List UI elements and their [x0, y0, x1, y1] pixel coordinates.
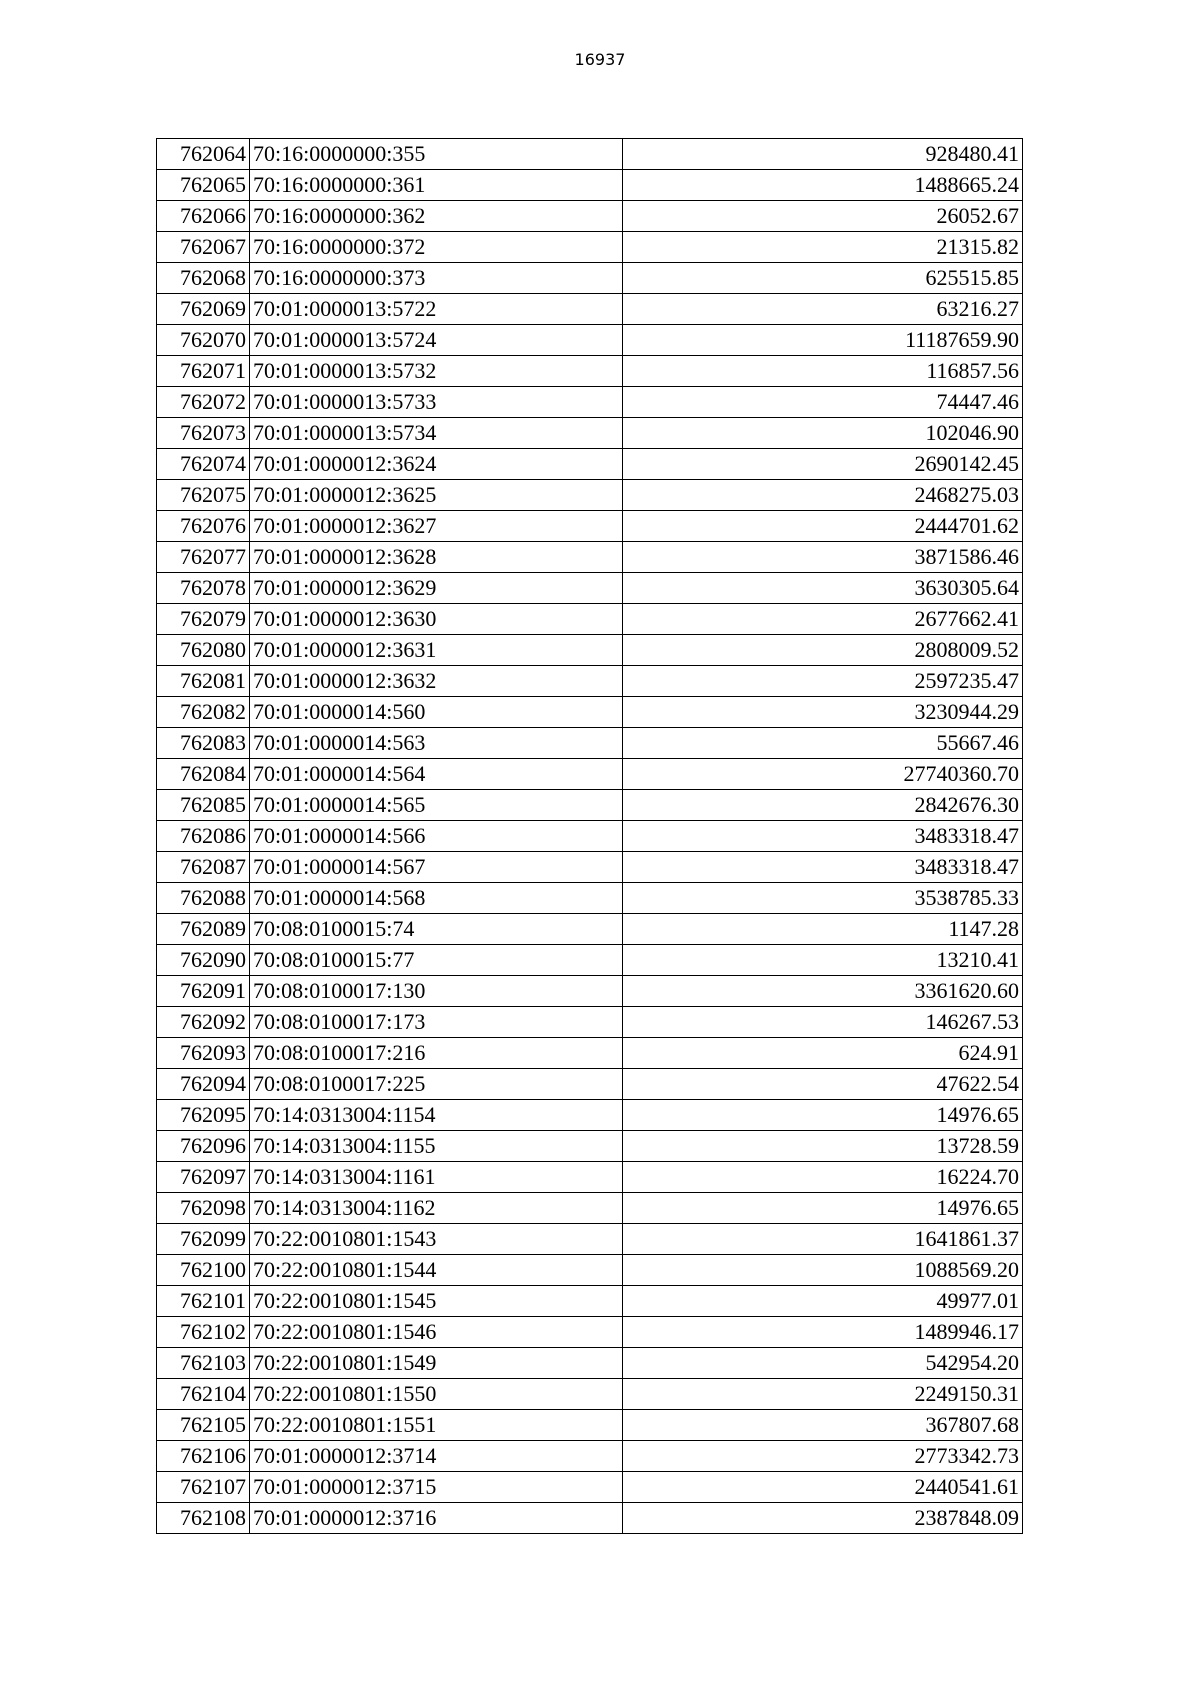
cadastral-value-cell: 1641861.37: [623, 1224, 1023, 1255]
row-number-cell: 762103: [157, 1348, 250, 1379]
row-number-cell: 762098: [157, 1193, 250, 1224]
cadastral-number-cell: 70:01:0000013:5734: [250, 418, 623, 449]
cadastral-number-cell: 70:01:0000013:5733: [250, 387, 623, 418]
table-row: [157, 728, 1023, 759]
row-number-cell: 762072: [157, 387, 250, 418]
cadastral-number-cell: 70:14:0313004:1161: [250, 1162, 623, 1193]
table-row: [157, 976, 1023, 1007]
cadastral-number-cell: 70:22:0010801:1549: [250, 1348, 623, 1379]
table-row: [157, 356, 1023, 387]
cadastral-value-cell: 3483318.47: [623, 852, 1023, 883]
table-row: [157, 883, 1023, 914]
cadastral-value-cell: 2842676.30: [623, 790, 1023, 821]
row-number-cell: 762077: [157, 542, 250, 573]
cadastral-value-cell: 55667.46: [623, 728, 1023, 759]
cadastral-number-cell: 70:01:0000012:3624: [250, 449, 623, 480]
row-number-cell: 762082: [157, 697, 250, 728]
cadastral-number-cell: 70:22:0010801:1550: [250, 1379, 623, 1410]
table-row: [157, 821, 1023, 852]
row-number-cell: 762092: [157, 1007, 250, 1038]
cadastral-value-cell: 1488665.24: [623, 170, 1023, 201]
row-number-cell: 762091: [157, 976, 250, 1007]
cadastral-value-cell: 74447.46: [623, 387, 1023, 418]
cadastral-number-cell: 70:01:0000012:3714: [250, 1441, 623, 1472]
cadastral-number-cell: 70:01:0000014:567: [250, 852, 623, 883]
table-row: [157, 1441, 1023, 1472]
row-number-cell: 762100: [157, 1255, 250, 1286]
cadastral-number-cell: 70:01:0000012:3716: [250, 1503, 623, 1534]
table-row: [157, 604, 1023, 635]
table-row: [157, 1131, 1023, 1162]
cadastral-number-cell: 70:08:0100015:77: [250, 945, 623, 976]
row-number-cell: 762071: [157, 356, 250, 387]
cadastral-number-cell: 70:01:0000012:3628: [250, 542, 623, 573]
row-number-cell: 762080: [157, 635, 250, 666]
cadastral-number-cell: 70:01:0000012:3632: [250, 666, 623, 697]
table-row: [157, 1503, 1023, 1534]
table-row: [157, 573, 1023, 604]
table-row: [157, 790, 1023, 821]
row-number-cell: 762078: [157, 573, 250, 604]
row-number-cell: 762083: [157, 728, 250, 759]
cadastral-number-cell: 70:01:0000014:563: [250, 728, 623, 759]
row-number-cell: 762087: [157, 852, 250, 883]
cadastral-number-cell: 70:01:0000013:5724: [250, 325, 623, 356]
table-row: [157, 1286, 1023, 1317]
table-row: [157, 139, 1023, 170]
table-row: [157, 542, 1023, 573]
cadastral-number-cell: 70:01:0000012:3630: [250, 604, 623, 635]
table-row: [157, 201, 1023, 232]
cadastral-value-cell: 102046.90: [623, 418, 1023, 449]
cadastral-number-cell: 70:22:0010801:1544: [250, 1255, 623, 1286]
cadastral-value-cell: 2387848.09: [623, 1503, 1023, 1534]
cadastral-value-cell: 14976.65: [623, 1193, 1023, 1224]
table-row: [157, 294, 1023, 325]
cadastral-number-cell: 70:22:0010801:1545: [250, 1286, 623, 1317]
row-number-cell: 762104: [157, 1379, 250, 1410]
cadastral-value-cell: 2677662.41: [623, 604, 1023, 635]
cadastral-value-cell: 367807.68: [623, 1410, 1023, 1441]
cadastral-value-cell: 625515.85: [623, 263, 1023, 294]
cadastral-number-cell: 70:22:0010801:1551: [250, 1410, 623, 1441]
cadastral-value-cell: 13728.59: [623, 1131, 1023, 1162]
cadastral-value-cell: 2597235.47: [623, 666, 1023, 697]
row-number-cell: 762065: [157, 170, 250, 201]
table-row: [157, 1255, 1023, 1286]
cadastral-number-cell: 70:01:0000014:560: [250, 697, 623, 728]
cadastral-number-cell: 70:08:0100017:225: [250, 1069, 623, 1100]
cadastral-value-cell: 21315.82: [623, 232, 1023, 263]
cadastral-number-cell: 70:08:0100017:216: [250, 1038, 623, 1069]
table-row: [157, 480, 1023, 511]
row-number-cell: 762095: [157, 1100, 250, 1131]
table-row: [157, 1100, 1023, 1131]
cadastral-number-cell: 70:01:0000014:564: [250, 759, 623, 790]
table-row: [157, 1472, 1023, 1503]
cadastral-value-cell: 2440541.61: [623, 1472, 1023, 1503]
cadastral-number-cell: 70:01:0000012:3629: [250, 573, 623, 604]
cadastral-number-cell: 70:01:0000013:5722: [250, 294, 623, 325]
page-number: 16937: [574, 50, 626, 69]
table-row: [157, 170, 1023, 201]
table-row: [157, 1317, 1023, 1348]
cadastral-number-cell: 70:01:0000012:3631: [250, 635, 623, 666]
cadastral-value-cell: 2773342.73: [623, 1441, 1023, 1472]
table-row: [157, 263, 1023, 294]
row-number-cell: 762070: [157, 325, 250, 356]
row-number-cell: 762074: [157, 449, 250, 480]
row-number-cell: 762064: [157, 139, 250, 170]
cadastral-number-cell: 70:01:0000012:3715: [250, 1472, 623, 1503]
cadastral-number-cell: 70:14:0313004:1154: [250, 1100, 623, 1131]
table-row: [157, 914, 1023, 945]
cadastral-value-cell: 146267.53: [623, 1007, 1023, 1038]
table-row: [157, 449, 1023, 480]
table-row: [157, 1224, 1023, 1255]
cadastral-number-cell: 70:16:0000000:373: [250, 263, 623, 294]
row-number-cell: 762101: [157, 1286, 250, 1317]
table-row: [157, 232, 1023, 263]
cadastral-value-cell: 1147.28: [623, 914, 1023, 945]
table-row: [157, 1007, 1023, 1038]
cadastral-value-cell: 1489946.17: [623, 1317, 1023, 1348]
cadastral-number-cell: 70:01:0000012:3627: [250, 511, 623, 542]
table-row: [157, 697, 1023, 728]
cadastral-value-cell: 2468275.03: [623, 480, 1023, 511]
table-row: [157, 852, 1023, 883]
row-number-cell: 762076: [157, 511, 250, 542]
row-number-cell: 762084: [157, 759, 250, 790]
table-row: [157, 1410, 1023, 1441]
row-number-cell: 762069: [157, 294, 250, 325]
cadastral-number-cell: 70:16:0000000:361: [250, 170, 623, 201]
cadastral-number-cell: 70:16:0000000:362: [250, 201, 623, 232]
row-number-cell: 762094: [157, 1069, 250, 1100]
cadastral-value-cell: 2808009.52: [623, 635, 1023, 666]
table-row: [157, 418, 1023, 449]
table-row: [157, 1069, 1023, 1100]
cadastral-value-cell: 2690142.45: [623, 449, 1023, 480]
cadastral-value-cell: 3538785.33: [623, 883, 1023, 914]
cadastral-value-cell: 624.91: [623, 1038, 1023, 1069]
row-number-cell: 762085: [157, 790, 250, 821]
table-row: [157, 635, 1023, 666]
row-number-cell: 762068: [157, 263, 250, 294]
cadastral-value-cell: 13210.41: [623, 945, 1023, 976]
cadastral-value-cell: 3871586.46: [623, 542, 1023, 573]
cadastral-number-cell: 70:08:0100017:173: [250, 1007, 623, 1038]
cadastral-number-cell: 70:01:0000014:565: [250, 790, 623, 821]
cadastral-value-cell: 928480.41: [623, 139, 1023, 170]
cadastral-number-cell: 70:14:0313004:1155: [250, 1131, 623, 1162]
cadastral-value-cell: 2444701.62: [623, 511, 1023, 542]
row-number-cell: 762106: [157, 1441, 250, 1472]
cadastral-number-cell: 70:01:0000013:5732: [250, 356, 623, 387]
row-number-cell: 762099: [157, 1224, 250, 1255]
cadastral-value-cell: 3630305.64: [623, 573, 1023, 604]
cadastral-number-cell: 70:16:0000000:372: [250, 232, 623, 263]
table-row: [157, 1193, 1023, 1224]
row-number-cell: 762090: [157, 945, 250, 976]
row-number-cell: 762079: [157, 604, 250, 635]
row-number-cell: 762081: [157, 666, 250, 697]
cadastral-value-cell: 49977.01: [623, 1286, 1023, 1317]
row-number-cell: 762096: [157, 1131, 250, 1162]
cadastral-number-cell: 70:14:0313004:1162: [250, 1193, 623, 1224]
cadastral-number-cell: 70:16:0000000:355: [250, 139, 623, 170]
cadastral-number-cell: 70:08:0100017:130: [250, 976, 623, 1007]
cadastral-value-cell: 2249150.31: [623, 1379, 1023, 1410]
cadastral-value-cell: 63216.27: [623, 294, 1023, 325]
table-body: [157, 139, 1023, 1534]
cadastral-number-cell: 70:22:0010801:1546: [250, 1317, 623, 1348]
cadastral-value-cell: 1088569.20: [623, 1255, 1023, 1286]
table-row: [157, 945, 1023, 976]
cadastral-value-cell: 14976.65: [623, 1100, 1023, 1131]
row-number-cell: 762086: [157, 821, 250, 852]
cadastral-number-cell: 70:01:0000012:3625: [250, 480, 623, 511]
cadastral-value-cell: 11187659.90: [623, 325, 1023, 356]
cadastral-value-cell: 3230944.29: [623, 697, 1023, 728]
table-row: [157, 1348, 1023, 1379]
row-number-cell: 762102: [157, 1317, 250, 1348]
table-row: [157, 1162, 1023, 1193]
cadastral-value-cell: 3361620.60: [623, 976, 1023, 1007]
cadastral-number-cell: 70:01:0000014:566: [250, 821, 623, 852]
row-number-cell: 762075: [157, 480, 250, 511]
table-row: [157, 1379, 1023, 1410]
table-row: [157, 511, 1023, 542]
row-number-cell: 762066: [157, 201, 250, 232]
table-row: [157, 666, 1023, 697]
cadastral-value-cell: 16224.70: [623, 1162, 1023, 1193]
row-number-cell: 762108: [157, 1503, 250, 1534]
table-row: [157, 325, 1023, 356]
row-number-cell: 762067: [157, 232, 250, 263]
cadastral-value-cell: 116857.56: [623, 356, 1023, 387]
row-number-cell: 762088: [157, 883, 250, 914]
table-row: [157, 759, 1023, 790]
cadastral-value-cell: 27740360.70: [623, 759, 1023, 790]
table-row: [157, 1038, 1023, 1069]
row-number-cell: 762105: [157, 1410, 250, 1441]
cadastral-number-cell: 70:08:0100015:74: [250, 914, 623, 945]
cadastral-number-cell: 70:01:0000014:568: [250, 883, 623, 914]
cadastral-value-cell: 26052.67: [623, 201, 1023, 232]
row-number-cell: 762107: [157, 1472, 250, 1503]
row-number-cell: 762097: [157, 1162, 250, 1193]
cadastral-number-cell: 70:22:0010801:1543: [250, 1224, 623, 1255]
row-number-cell: 762093: [157, 1038, 250, 1069]
row-number-cell: 762089: [157, 914, 250, 945]
table-row: [157, 387, 1023, 418]
cadastral-value-cell: 47622.54: [623, 1069, 1023, 1100]
cadastral-value-cell: 3483318.47: [623, 821, 1023, 852]
row-number-cell: 762073: [157, 418, 250, 449]
cadastral-value-cell: 542954.20: [623, 1348, 1023, 1379]
cadastral-value-table: [156, 138, 1023, 1534]
